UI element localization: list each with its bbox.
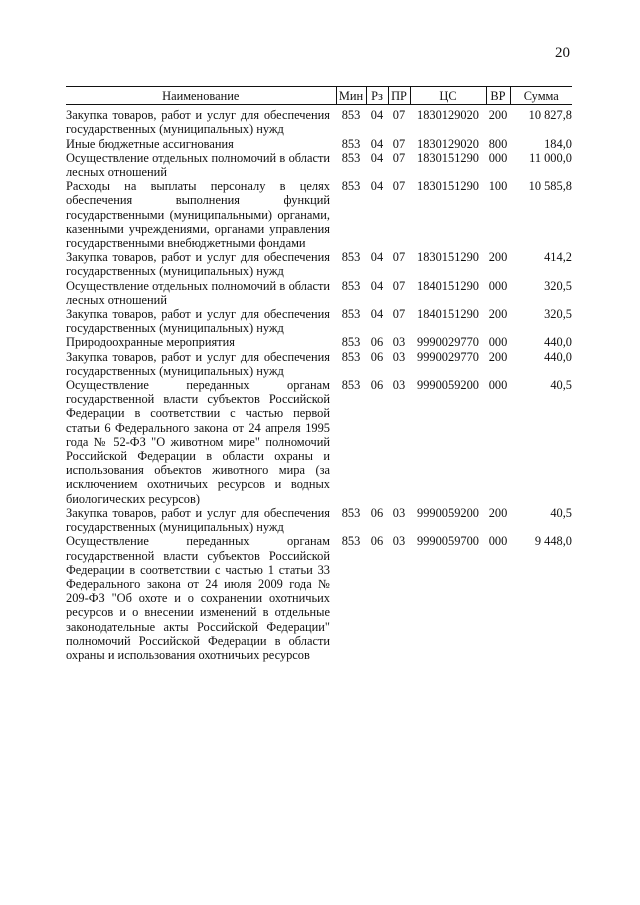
row-cs: 1840151290 — [417, 307, 479, 322]
row-min: 853 — [341, 534, 361, 549]
table-row — [66, 179, 572, 250]
row-sum: 184,0 — [544, 136, 572, 151]
row-cs: 1830129020 — [417, 136, 479, 151]
table-row — [66, 307, 572, 335]
row-cs: 1830151290 — [417, 150, 479, 165]
page-number: 20 — [555, 45, 570, 61]
row-cs: 9990059200 — [417, 505, 479, 520]
row-sum: 414,2 — [544, 250, 572, 265]
row-cs: 9990059700 — [417, 534, 479, 549]
row-name: Закупка товаров, работ и услуг для обеспечения государственных (муниципальных) нужд — [66, 108, 330, 137]
header-vr: ВР — [486, 87, 510, 105]
row-min: 853 — [341, 307, 361, 322]
row-rz: 06 — [370, 534, 384, 549]
row-name: Закупка товаров, работ и услуг для обеспечения государственных (муниципальных) нужд — [66, 250, 330, 279]
table-row — [66, 151, 572, 179]
row-vr: 000 — [488, 150, 508, 165]
row-name: Осуществление отдельных полномочий в области лесных отношений — [66, 278, 330, 307]
row-sum: 9 448,0 — [534, 534, 572, 549]
row-sum: 440,0 — [544, 349, 572, 364]
row-sum: 40,5 — [550, 378, 572, 393]
row-sum: 320,5 — [544, 307, 572, 322]
row-vr: 000 — [488, 534, 508, 549]
table-row — [66, 350, 572, 378]
row-rz: 04 — [370, 108, 384, 123]
table-row — [66, 506, 572, 534]
row-sum: 440,0 — [544, 335, 572, 350]
row-pr: 03 — [392, 349, 406, 364]
row-pr: 03 — [392, 534, 406, 549]
row-name: Осуществление отдельных полномочий в области лесных отношений — [66, 150, 330, 180]
row-min: 853 — [341, 136, 361, 151]
header-sum: Сумма — [510, 87, 572, 105]
row-pr: 07 — [392, 250, 406, 265]
budget-table — [66, 86, 572, 662]
row-min: 853 — [341, 378, 361, 393]
table-row — [66, 250, 572, 278]
row-rz: 04 — [370, 136, 384, 151]
row-name: Осуществление переданных органам государственной власти субъектов Российской Федерации в соответствии с частью первой статьи 6 Федерального закона от 24 апреля 1995 года № 52-ФЗ "О животном мире" полномочий Российской Федерации в области охраны и использования объектов животного мира (за исключением охотничьих ресурсов и водных биологических ресурсов) — [66, 378, 330, 506]
row-name: Осуществление переданных органам государственной власти субъектов Российской Федерации в соответствии с частью 1 статьи 33 Федерального закона от 24 июля 2009 года № 209-ФЗ "Об охоте и о сохранении охотничьих ресурсов и о внесении изменений в отдельные законодательные акты Российской Федерации" полномочий Российской Федерации в области охраны и использования охотничьих ресурсов — [66, 534, 330, 662]
row-vr: 000 — [488, 278, 508, 293]
row-sum: 10 585,8 — [528, 179, 572, 194]
row-sum: 40,5 — [550, 505, 572, 520]
row-cs: 1830151290 — [417, 179, 479, 194]
row-vr: 200 — [488, 250, 508, 265]
row-cs: 1840151290 — [417, 278, 479, 293]
row-min: 853 — [341, 179, 361, 194]
row-rz: 04 — [370, 250, 384, 265]
row-name: Природоохранные мероприятия — [66, 335, 235, 350]
row-rz: 06 — [370, 335, 384, 350]
row-vr: 000 — [488, 335, 508, 350]
row-vr: 200 — [488, 307, 508, 322]
row-min: 853 — [341, 349, 361, 364]
row-name: Закупка товаров, работ и услуг для обеспечения государственных (муниципальных) нужд — [66, 505, 330, 535]
row-vr: 800 — [488, 136, 508, 151]
row-pr: 07 — [392, 179, 406, 194]
row-cs: 9990029770 — [417, 349, 479, 364]
row-pr: 07 — [392, 108, 406, 123]
row-sum: 10 827,8 — [528, 108, 572, 123]
row-cs: 9990059200 — [417, 378, 479, 393]
row-pr: 07 — [392, 136, 406, 151]
row-min: 853 — [341, 150, 361, 165]
row-cs: 1830151290 — [417, 250, 479, 265]
row-sum: 11 000,0 — [529, 150, 572, 165]
header-min: Мин — [336, 87, 366, 105]
row-rz: 04 — [370, 278, 384, 293]
row-name: Иные бюджетные ассигнования — [66, 136, 234, 151]
row-vr: 000 — [488, 378, 508, 393]
row-min: 853 — [341, 108, 361, 123]
row-min: 853 — [341, 250, 361, 265]
row-rz: 06 — [370, 349, 384, 364]
row-rz: 06 — [370, 378, 384, 393]
row-rz: 04 — [370, 179, 384, 194]
row-min: 853 — [341, 335, 361, 350]
row-pr: 07 — [392, 150, 406, 165]
table-row — [66, 105, 572, 137]
row-rz: 04 — [370, 150, 384, 165]
row-name: Расходы на выплаты персоналу в целях обеспечения выполнения функций государственными (муниципальными) органами, казенными учреждениями, органами управления государственными внебюджетными фондами — [66, 179, 330, 251]
table-row — [66, 279, 572, 307]
row-pr: 03 — [392, 335, 406, 350]
row-rz: 06 — [370, 505, 384, 520]
row-vr: 100 — [488, 179, 508, 194]
row-sum: 320,5 — [544, 278, 572, 293]
row-cs: 1830129020 — [417, 108, 479, 123]
header-rz: Рз — [366, 87, 388, 105]
row-vr: 200 — [488, 108, 508, 123]
row-cs: 9990029770 — [417, 335, 479, 350]
header-name: Наименование — [66, 87, 336, 105]
row-name: Закупка товаров, работ и услуг для обеспечения государственных (муниципальных) нужд — [66, 349, 330, 378]
row-pr: 03 — [392, 505, 406, 520]
row-min: 853 — [341, 505, 361, 520]
row-vr: 200 — [488, 505, 508, 520]
row-name: Закупка товаров, работ и услуг для обеспечения государственных (муниципальных) нужд — [66, 307, 330, 336]
table-header-row — [66, 87, 572, 105]
row-vr: 200 — [488, 349, 508, 364]
row-pr: 07 — [392, 278, 406, 293]
header-pr: ПР — [388, 87, 410, 105]
row-rz: 04 — [370, 307, 384, 322]
row-pr: 07 — [392, 307, 406, 322]
row-pr: 03 — [392, 378, 406, 393]
table-row — [66, 534, 572, 662]
row-min: 853 — [341, 278, 361, 293]
table-row — [66, 335, 572, 349]
table-row — [66, 378, 572, 506]
table-row — [66, 137, 572, 151]
header-cs: ЦС — [410, 87, 486, 105]
